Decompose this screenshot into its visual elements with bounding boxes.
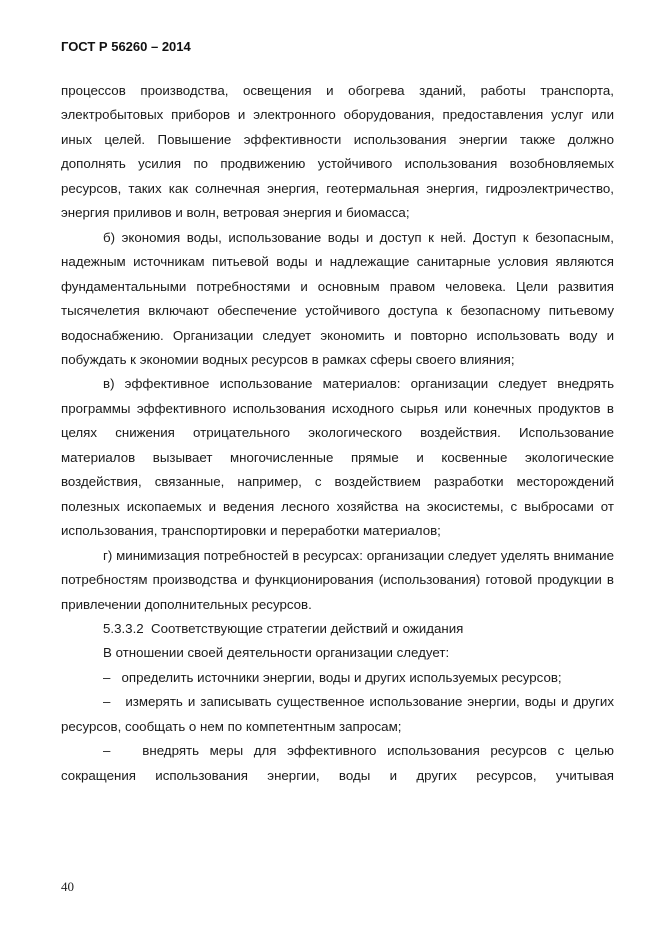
section-heading-5-3-3-2: 5.3.3.2 Соответствующие стратегии действий и ожидания (103, 620, 464, 636)
list-item-identify-sources: – определить источники энергии, воды и других используемых ресурсов; (103, 669, 562, 685)
standard-header: ГОСТ Р 56260 – 2014 (61, 39, 191, 54)
paragraph-energy-continuation: процессов производства, освещения и обогрева зданий, работы транспорта, электробытовых приборов и электронного оборудования, предоставления услуг или иных целей. Повышение эффективности использования энергии также должно дополнять усилия по продвижению устойчивого использования возобновляемых ресурсов, таких как солнечная энергия, геотермальная энергия, гидроэлектричество, энергия приливов и волн, ветровая энергия и биомасса; (61, 83, 614, 221)
paragraph-item-b-water: б) экономия воды, использование воды и доступ к ней. Доступ к безопасным, надежным источникам питьевой воды и надлежащие санитарные условия являются фундаментальными потребностями и основным правом человека. Цели развития тысячелетия включают обеспечение устойчивого доступа к безопасному питьевому водоснабжению. Организации следует экономить и повторно использовать воду и побуждать к экономии водных ресурсов в рамках сферы своего влияния; (61, 229, 614, 367)
list-item-implement-measures: – внедрять меры для эффективного использования ресурсов с целью сокращения использования энергии, воды и других ресурсов, учитывая (61, 743, 618, 783)
paragraph-intro-obligations: В отношении своей деятельности организации следует: (103, 645, 450, 661)
body-text (61, 79, 618, 788)
paragraph-item-v-materials: в) эффективное использование материалов: организации следует внедрять программы эффективного использования исходного сырья или конечных продуктов в целях снижения отрицательного экологического воздействия. Использование материалов вызывает многочисленные прямые и косвенные экологические воздействия, связанные, например, с воздействием разработки месторождений полезных ископаемых и ведения лесного хозяйства на экосистемы, с выбросами от использования, транспортировки и переработки материалов; (61, 376, 614, 539)
paragraph-item-g-resources: г) минимизация потребностей в ресурсах: организации следует уделять внимание потребностям производства и функционирования (использования) готовой продукции в привлечении дополнительных ресурсов. (61, 547, 614, 612)
list-item-measure-record: – измерять и записывать существенное использование энергии, воды и других ресурсов, сообщать о нем по компетентным запросам; (61, 694, 618, 734)
page-number: 40 (61, 879, 74, 894)
